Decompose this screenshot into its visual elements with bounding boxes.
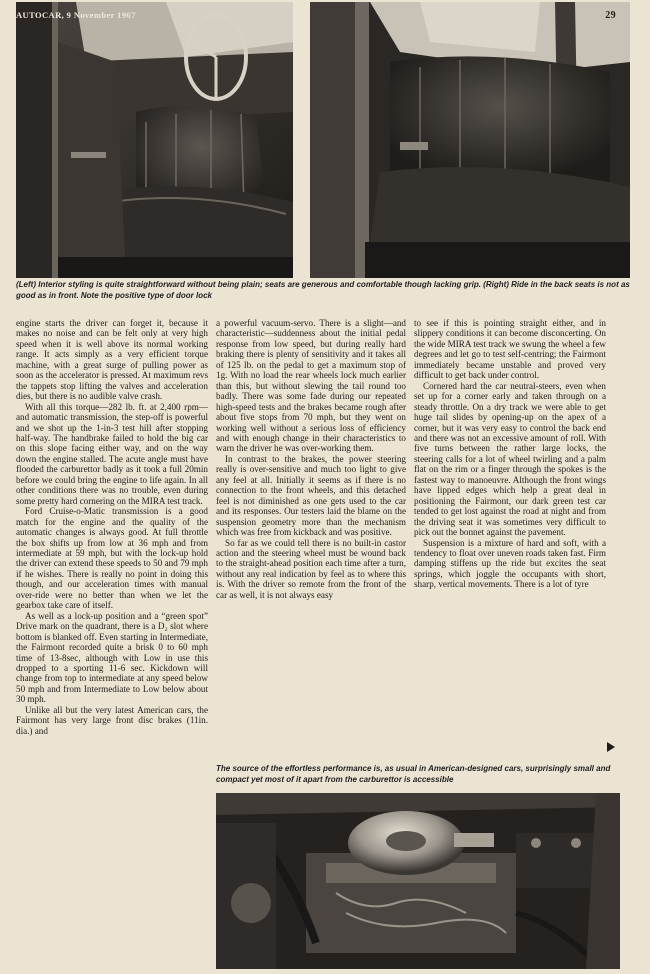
engine-photo-caption: The source of the effortless performance is, as usual in American-designed cars, surprisingly small and compact yet most of it apart from the carburettor is accessible (216, 764, 611, 784)
text-column-1 (16, 318, 208, 970)
paragraph: a powerful vacuum-servo. There is a slight—and characteristic—suddenness about the initial pedal response from low speed, but during really hard braking there is plenty of sensitivity and it takes all of 125 lb. on the pedal to get a maximum stop of 1g. With no load the rear wheels lock much earlier than this, but without slewing the tail round too badly. There was some fade during our repeated high-speed tests and the brakes became rough after about five stops from 70 mph, but they went on working well without a serious loss of efficiency and with enough change in their characteristics to warn the driver he was over-working them. (216, 318, 406, 454)
page-header (16, 8, 616, 24)
paragraph: Suspension is a mixture of hard and soft, with a tendency to float over uneven roads taken fast. Firm damping stiffens up the ride but excites the seat springs, which joggle the occupants with short, sharp, vertical movements. There is a lot of tyre (414, 537, 606, 590)
rear-seat-photo (310, 2, 630, 278)
paragraph: Ford Cruise-o-Matic transmission is a good match for the engine and the quality of the automatic changes is always good. At full throttle the box shifts up from low at 36 mph and from intermediate at 59 mph, but with the lock-up hold the driver can extend these speeds to 50 and 79 mph if he wishes. There is really no point in doing this though, and our acceleration times with manual over-ride were no better than when we let the gearbox take care of itself. (16, 506, 208, 611)
interior-photo-caption: (Left) Interior styling is quite straightforward without being plain; seats are generous and comfortable though lacking grip. (Right) Ride in the back seats is not as good as in front. Note the positive type of door lock (16, 280, 630, 300)
paragraph: Unlike all but the very latest American cars, the Fairmont has very large front disc brakes (11in. dia.) and (16, 704, 208, 736)
paragraph: In contrast to the brakes, the power steering really is over-sensitive and much too light to give any feel at all. Initially it seems as if there is no connection to the front wheels, and this detached feel is not diminished as one gets used to the car and its responses. Our testers laid the blame on the suspension geometry more than the mechanism which was free from kickback and was positive. (216, 453, 406, 538)
text-column-2 (216, 318, 406, 768)
continued-arrow-icon (607, 742, 615, 752)
page-number: 29 (605, 10, 616, 21)
engine-bay-photo (216, 793, 620, 969)
paragraph: So far as we could tell there is no built-in castor action and the steering wheel must be wound back to the straight-ahead position each time after a turn, without any real indication by feel as to where this is. With the driver so remote from the front of the car as well, it is not always easy (216, 537, 406, 600)
paragraph: to see if this is pointing straight either, and in slippery conditions it can become disconcerting. On the wide MIRA test track we swung the wheel a few degrees and let go to test self-centring; the Fairmont immediately became unstable and proved very difficult to get back under control. (414, 318, 606, 381)
paragraph: Cornered hard the car neutral-steers, even when set up for a corner early and taken through on a steady throttle. On a dry track we were able to get huge tail slides by opening-up on the apex of a corner, but it was very easy to control the back end and there was not an excessive amount of roll. With five turns between the rather large locks, the steering calls for a lot of wheel twirling and a palm flat on the rim or a finger through the spokes is the fastest way to manoeuvre. Although the front wings have lipped edges which help a great deal in positioning the Fairmont, our dark green test car tended to get lost against the road at night and from the driving seat it was sometimes very difficult to pick out the bonnet against the pavement. (414, 380, 606, 538)
front-interior-photo (16, 2, 293, 278)
paragraph: engine starts the driver can forget it, because it makes no noise and can be felt only at very high speed when it is well above its normal working range. It acts simply as a very efficient torque machine, with a great surge of pulling power as soon as the accelerator is pressed. At maximum revs the tappets stop lifting the valves and acceleration dies, but there is no audible valve crash. (16, 318, 208, 402)
text-column-3 (414, 318, 606, 768)
publication-line: AUTOCAR, 9 November 1967 (16, 10, 136, 20)
paragraph: With all this torque—282 lb. ft. at 2,400 rpm—and automatic transmission, the step-off is powerful and we shot up the 1-in-3 test hill after stopping half-way. The handbrake failed to hold the big car on this slope facing either way, and on the way down the engine stalled. The acute angle must have flooded the carburettor badly as it took a full 20min before we could bring the engine to life again. In all other conditions there was no trouble, even during some pretty hard cornering on the MIRA test track. (16, 401, 208, 506)
paragraph: As well as a lock-up position and a “green spot” Drive mark on the quadrant, there is a D₂ slot where bottom is blanked off. Even starting in Intermediate, the Fairmont recorded quite a brisk 0 to 60 mph time of 13-8sec, although with Low in use this dropped to a sporting 11-6 sec. Kickdown will change from top to intermediate at any speed below 50 mph and from Intermediate to Low below about 30 mph. (16, 610, 208, 705)
